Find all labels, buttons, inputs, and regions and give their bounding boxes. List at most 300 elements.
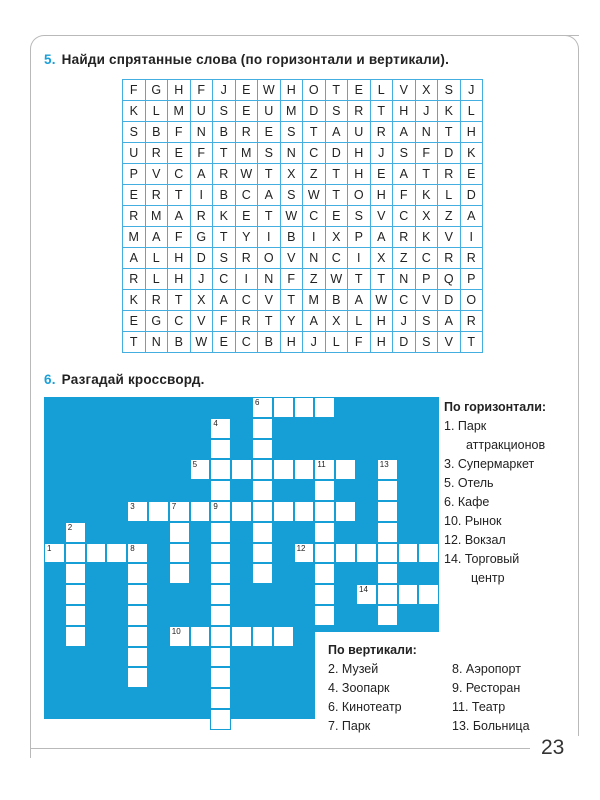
word-search-cell: C [415,248,438,269]
word-search-cell: R [438,248,461,269]
word-search-cell: E [235,206,258,227]
word-search-cell: V [438,227,461,248]
word-search-cell: A [393,122,416,143]
word-search-cell: E [123,311,146,332]
word-search-cell: D [438,143,461,164]
word-search-cell: C [303,206,326,227]
word-search-cell: R [213,164,236,185]
word-search-cell: N [303,248,326,269]
crossword-cell[interactable] [169,563,190,584]
task-5-number: 5. [44,52,56,67]
word-search-cell: R [145,290,168,311]
word-search-cell: L [325,332,348,353]
crossword-cell[interactable] [273,501,294,522]
word-search-cell: Y [280,311,303,332]
word-search-cell: S [348,206,371,227]
clue-down: 7. Парк [328,719,371,733]
clue-down: 9. Ресторан [452,681,521,695]
crossword-cell[interactable] [65,522,86,543]
word-search-cell: D [190,248,213,269]
word-search-cell: R [235,248,258,269]
crossword-cell[interactable] [314,397,335,418]
crossword-cell[interactable] [335,459,356,480]
word-search-row [123,311,483,332]
word-search-row [123,185,483,206]
crossword-cell[interactable] [377,459,398,480]
down-heading: По вертикали: [328,643,417,657]
crossword-cell[interactable] [252,501,273,522]
down-clues-right [452,660,530,736]
word-search-cell: M [145,206,168,227]
word-search-row [123,290,483,311]
crossword-cell[interactable] [190,626,211,647]
word-search-cell: O [258,248,281,269]
clue-across: 1. Парк [444,419,487,433]
word-search-cell: E [325,206,348,227]
word-search-cell: T [213,143,236,164]
word-search-cell: W [280,206,303,227]
crossword-cell[interactable] [210,439,231,460]
word-search-cell: F [123,80,146,101]
page-number: 23 [541,736,565,759]
word-search-cell: N [258,269,281,290]
word-search-row [123,332,483,353]
word-search-cell: C [168,164,191,185]
crossword-cell[interactable] [314,480,335,501]
word-search-cell: Q [438,269,461,290]
word-search-cell: Z [393,248,416,269]
crossword-cell[interactable] [273,397,294,418]
crossword-cell[interactable] [127,584,148,605]
word-search-cell: T [325,164,348,185]
clue-across: 12. Вокзал [444,533,506,547]
crossword-cell[interactable] [294,397,315,418]
word-search-cell: C [235,290,258,311]
crossword-cell[interactable] [252,543,273,564]
word-search-cell: B [325,290,348,311]
word-search-cell: S [123,122,146,143]
crossword-cell[interactable] [231,459,252,480]
word-search-cell: E [370,164,393,185]
word-search-cell: J [460,80,483,101]
crossword-cell[interactable] [356,584,377,605]
crossword-cell[interactable] [169,626,190,647]
word-search-cell: M [123,227,146,248]
crossword-cell[interactable] [65,543,86,564]
crossword-cell[interactable] [231,626,252,647]
crossword-cell[interactable] [314,501,335,522]
word-search-cell: C [168,311,191,332]
word-search-cell: T [258,164,281,185]
word-search-cell: U [123,143,146,164]
word-search-cell: V [370,206,393,227]
crossword-number: 4 [213,418,218,428]
word-search-cell: C [235,185,258,206]
word-search-cell: C [393,290,416,311]
word-search-cell: S [415,332,438,353]
word-search-cell: V [415,290,438,311]
word-search-cell: I [348,248,371,269]
word-search-row [123,101,483,122]
word-search-cell: T [348,269,371,290]
crossword-cell[interactable] [65,605,86,626]
word-search-cell: C [213,269,236,290]
crossword-cell[interactable] [127,626,148,647]
word-search-cell: Y [235,227,258,248]
crossword-cell[interactable] [127,647,148,668]
crossword-cell[interactable] [314,543,335,564]
word-search-cell: K [415,227,438,248]
crossword-cell[interactable] [190,459,211,480]
word-search-cell: D [460,185,483,206]
word-search-cell: I [190,185,213,206]
word-search-cell: F [415,143,438,164]
word-search-cell: M [235,143,258,164]
crossword-cell[interactable] [418,543,439,564]
word-search-cell: N [145,332,168,353]
crossword-cell[interactable] [398,543,419,564]
crossword-cell[interactable] [86,543,107,564]
word-search-cell: A [145,227,168,248]
word-search-cell: M [280,101,303,122]
task-6-number: 6. [44,372,56,387]
word-search-cell: J [393,311,416,332]
clue-down: 6. Кинотеатр [328,700,402,714]
word-search-cell: W [235,164,258,185]
crossword-cell[interactable] [252,397,273,418]
crossword-cell[interactable] [44,543,65,564]
word-search-cell: X [325,227,348,248]
clue-across: центр [471,571,505,585]
word-search-cell: J [213,80,236,101]
word-search-cell: S [213,248,236,269]
crossword-cell[interactable] [210,459,231,480]
word-search-cell: H [370,332,393,353]
clue-down: 8. Аэропорт [452,662,521,676]
word-search-cell: A [325,122,348,143]
word-search-row [123,122,483,143]
crossword-cell[interactable] [65,563,86,584]
word-search-cell: V [393,80,416,101]
word-search-cell: V [438,332,461,353]
word-search-cell: R [190,206,213,227]
task-6-heading [44,372,205,387]
word-search-cell: F [190,143,213,164]
word-search-cell: U [190,101,213,122]
crossword-number: 13 [379,460,389,470]
word-search-cell: X [370,248,393,269]
word-search-cell: T [258,206,281,227]
word-search-cell: E [168,143,191,164]
crossword-cell[interactable] [210,480,231,501]
word-search-cell: K [415,185,438,206]
word-search-cell: Z [303,269,326,290]
word-search-cell: G [190,227,213,248]
crossword-cell[interactable] [252,563,273,584]
word-search-cell: T [415,164,438,185]
word-search-cell: M [303,290,326,311]
crossword-cell[interactable] [418,584,439,605]
word-search-cell: N [393,269,416,290]
word-search-cell: K [213,206,236,227]
word-search-cell: N [415,122,438,143]
word-search-cell: K [123,290,146,311]
word-search-cell: I [258,227,281,248]
word-search-cell: D [303,101,326,122]
word-search-cell: C [235,332,258,353]
crossword-cell[interactable] [210,667,231,688]
word-search-cell: B [168,332,191,353]
crossword-cell[interactable] [356,543,377,564]
word-search-cell: U [258,101,281,122]
word-search-cell: T [168,290,191,311]
crossword-cell[interactable] [65,626,86,647]
crossword-cell[interactable] [210,522,231,543]
word-search-cell: W [190,332,213,353]
word-search-cell: S [258,143,281,164]
crossword-cell[interactable] [127,501,148,522]
word-search-cell: U [348,122,371,143]
crossword-number: 8 [130,543,135,553]
word-search-cell: F [393,185,416,206]
word-search-cell: W [303,185,326,206]
word-search-cell: T [325,80,348,101]
word-search-cell: E [123,185,146,206]
word-search-cell: Z [438,206,461,227]
word-search-cell: G [145,80,168,101]
clue-across: 3. Супермаркет [444,457,535,471]
crossword-cell[interactable] [210,709,231,730]
word-search-cell: E [258,122,281,143]
crossword-cell[interactable] [210,563,231,584]
word-search-cell: T [258,311,281,332]
word-search-cell: L [370,80,393,101]
word-search-cell: X [325,311,348,332]
word-search-cell: H [370,185,393,206]
crossword-cell[interactable] [294,501,315,522]
word-search-cell: I [303,227,326,248]
word-search-cell: J [370,143,393,164]
word-search-cell: D [438,290,461,311]
word-search-cell: I [460,227,483,248]
word-search-cell: E [213,332,236,353]
word-search-cell: W [325,269,348,290]
task-5-title: Найди спрятанные слова (по горизонтали и вертикали). [61,52,450,67]
word-search-cell: X [415,80,438,101]
crossword-cell[interactable] [252,522,273,543]
crossword-cell[interactable] [210,501,231,522]
crossword-number: 5 [192,460,198,470]
clue-down: 2. Музей [328,662,379,676]
crossword-cell[interactable] [377,480,398,501]
word-search-cell: F [280,269,303,290]
word-search-row [123,143,483,164]
word-search-cell: A [460,206,483,227]
crossword-cell[interactable] [335,501,356,522]
word-search-cell: R [460,248,483,269]
word-search-cell: H [460,122,483,143]
word-search-cell: S [438,80,461,101]
word-search-cell: R [438,164,461,185]
crossword-cell[interactable] [127,605,148,626]
word-search-cell: T [280,290,303,311]
crossword-number: 1 [47,543,52,553]
crossword-cell[interactable] [65,584,86,605]
word-search-cell: S [393,143,416,164]
word-search-grid [122,79,483,353]
word-search-cell: F [190,80,213,101]
crossword-cell[interactable] [314,584,335,605]
crossword-cell[interactable] [252,459,273,480]
crossword-cell[interactable] [252,626,273,647]
crossword-cell[interactable] [273,459,294,480]
down-clues-left [328,641,417,736]
word-search-cell: P [348,227,371,248]
word-search-cell: A [393,164,416,185]
word-search-cell: A [438,311,461,332]
crossword-cell[interactable] [252,480,273,501]
word-search-cell: X [415,206,438,227]
crossword-cell[interactable] [294,459,315,480]
word-search-cell: A [168,206,191,227]
word-search-cell: R [123,269,146,290]
word-search-cell: X [190,290,213,311]
word-search-cell: J [415,101,438,122]
crossword-cell[interactable] [377,584,398,605]
word-search-cell: A [348,290,371,311]
word-search-row [123,248,483,269]
word-search-cell: D [393,332,416,353]
word-search-cell: C [393,206,416,227]
word-search-cell: V [280,248,303,269]
crossword-cell[interactable] [106,543,127,564]
word-search-cell: P [123,164,146,185]
across-clues [444,398,546,588]
word-search-cell: L [145,269,168,290]
word-search-cell: H [348,143,371,164]
word-search-cell: B [213,185,236,206]
word-search-cell: F [213,311,236,332]
crossword-number: 6 [255,398,260,407]
word-search-cell: H [393,101,416,122]
word-search-cell: W [370,290,393,311]
crossword-cell[interactable] [210,605,231,626]
crossword-number: 11 [317,460,326,470]
word-search-cell: A [190,164,213,185]
word-search-cell: R [393,227,416,248]
crossword-cell[interactable] [314,605,335,626]
crossword-cell[interactable] [210,543,231,564]
crossword-cell[interactable] [252,439,273,460]
crossword-cell[interactable] [148,501,169,522]
crossword-number: 12 [296,543,306,553]
crossword-cell[interactable] [252,418,273,439]
crossword-cell[interactable] [231,501,252,522]
word-search-cell: S [280,122,303,143]
word-search-cell: E [348,80,371,101]
word-search-cell: E [235,80,258,101]
crossword-cell[interactable] [377,605,398,626]
task-5-heading [44,52,449,67]
task-6-title: Разгадай кроссворд. [61,372,205,387]
crossword-cell[interactable] [377,563,398,584]
word-search-cell: A [213,290,236,311]
crossword-cell[interactable] [314,563,335,584]
crossword-number: 9 [213,502,218,511]
word-search-cell: H [280,332,303,353]
crossword-cell[interactable] [127,543,148,564]
word-search-cell: R [123,206,146,227]
crossword-cell[interactable] [273,626,294,647]
crossword-cell[interactable] [294,543,315,564]
clue-down: 13. Больница [452,719,530,733]
crossword-cell[interactable] [127,563,148,584]
word-search-cell: T [123,332,146,353]
word-search-cell: T [303,122,326,143]
clue-across: 5. Отель [444,476,494,490]
word-search-cell: F [168,122,191,143]
crossword-cell[interactable] [210,418,231,439]
word-search-cell: T [370,101,393,122]
crossword-number: 7 [171,502,177,511]
word-search-cell: H [168,248,191,269]
crossword-cell[interactable] [210,584,231,605]
word-search-cell: R [460,311,483,332]
crossword-number: 10 [171,626,181,636]
word-search-cell: L [145,248,168,269]
word-search-cell: L [348,311,371,332]
word-search-cell: E [235,101,258,122]
word-search-cell: L [145,101,168,122]
crossword-cell[interactable] [210,647,231,668]
word-search-cell: R [370,122,393,143]
crossword-cell[interactable] [169,501,190,522]
crossword-cell[interactable] [190,501,211,522]
word-search-cell: I [235,269,258,290]
crossword-cell[interactable] [210,626,231,647]
crossword-cell[interactable] [169,543,190,564]
crossword-cell[interactable] [314,459,335,480]
word-search-cell: R [235,311,258,332]
word-search-cell: S [280,185,303,206]
crossword-cell[interactable] [210,688,231,709]
word-search-cell: J [303,332,326,353]
word-search-cell: S [415,311,438,332]
word-search-cell: J [190,269,213,290]
crossword-cell[interactable] [169,522,190,543]
word-search-cell: K [438,101,461,122]
crossword-cell[interactable] [398,584,419,605]
word-search-cell: C [303,143,326,164]
word-search-cell: H [168,269,191,290]
crossword-cell[interactable] [377,543,398,564]
word-search-cell: A [123,248,146,269]
crossword-cell[interactable] [335,543,356,564]
crossword-cell[interactable] [377,501,398,522]
crossword-cell[interactable] [377,522,398,543]
clue-across: 6. Кафе [444,495,490,509]
clue-down: 4. Зоопарк [328,681,390,695]
clue-down: 11. Театр [452,700,506,714]
word-search-cell: P [415,269,438,290]
crossword-cell[interactable] [127,667,148,688]
word-search-cell: V [145,164,168,185]
crossword-cell[interactable] [314,522,335,543]
word-search-cell: O [460,290,483,311]
word-search-cell: N [190,122,213,143]
word-search-cell: N [280,143,303,164]
word-search-cell: X [280,164,303,185]
